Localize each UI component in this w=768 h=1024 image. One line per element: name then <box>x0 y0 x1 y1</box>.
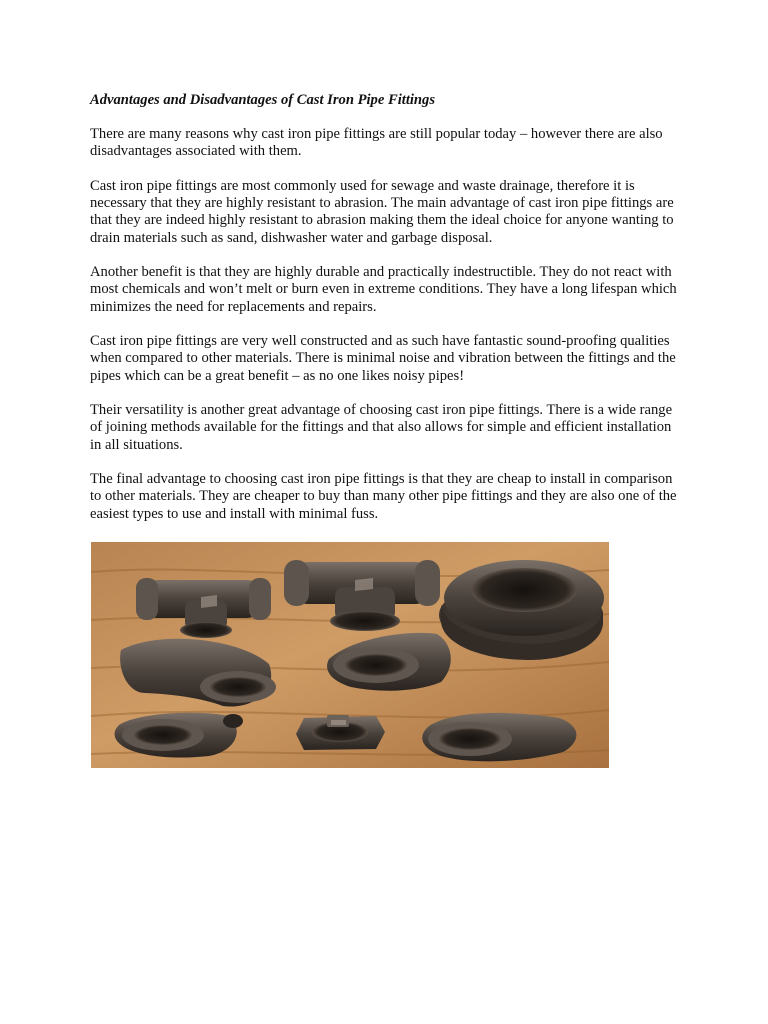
paragraph-sound-proofing: Cast iron pipe fittings are very well constructed and as such have fantastic sound-proofing qualities when compared to other materials. There is minimal noise and vibration between the fittings and the pipes which can be a great benefit – as no one likes noisy pipes! <box>90 333 676 384</box>
paragraph-abrasion: Cast iron pipe fittings are most commonly used for sewage and waste drainage, therefore it is necessary that they are highly resistant to abrasion. The main advantage of cast iron pipe fittings are that they are indeed highly resistant to abrasion making them the ideal choice for anyone wanting to drain materials such as sand, dishwasher water and garbage disposal. <box>90 178 674 246</box>
document-body <box>90 92 680 540</box>
elbow-fitting-3 <box>115 713 243 758</box>
pipe-fittings-photo <box>91 542 609 768</box>
elbow-fitting-4 <box>422 713 576 761</box>
paragraph-intro: There are many reasons why cast iron pipe fittings are still popular today – however there are also disadvantages associated with them. <box>90 126 663 160</box>
paragraph-versatility: Their versatility is another great advantage of choosing cast iron pipe fittings. There is a wide range of joining methods available for the fittings and that also allows for simple and efficient installation in all situations. <box>90 402 673 453</box>
pipe-fittings-illustration <box>91 542 609 768</box>
paragraph-durability: Another benefit is that they are highly durable and practically indestructible. They do not react with most chemicals and won’t melt or burn even in extreme conditions. They have a long lifespan which minimizes the need for replacements and repairs. <box>90 264 677 315</box>
paragraph-cost: The final advantage to choosing cast iron pipe fittings is that they are cheap to install in comparison to other materials. They are cheaper to buy than many other pipe fittings and they are also one of the easiest types to use and install with minimal fuss. <box>90 471 677 522</box>
reducer-fitting <box>439 560 604 660</box>
document-title: Advantages and Disadvantages of Cast Iron Pipe Fittings <box>90 92 436 108</box>
